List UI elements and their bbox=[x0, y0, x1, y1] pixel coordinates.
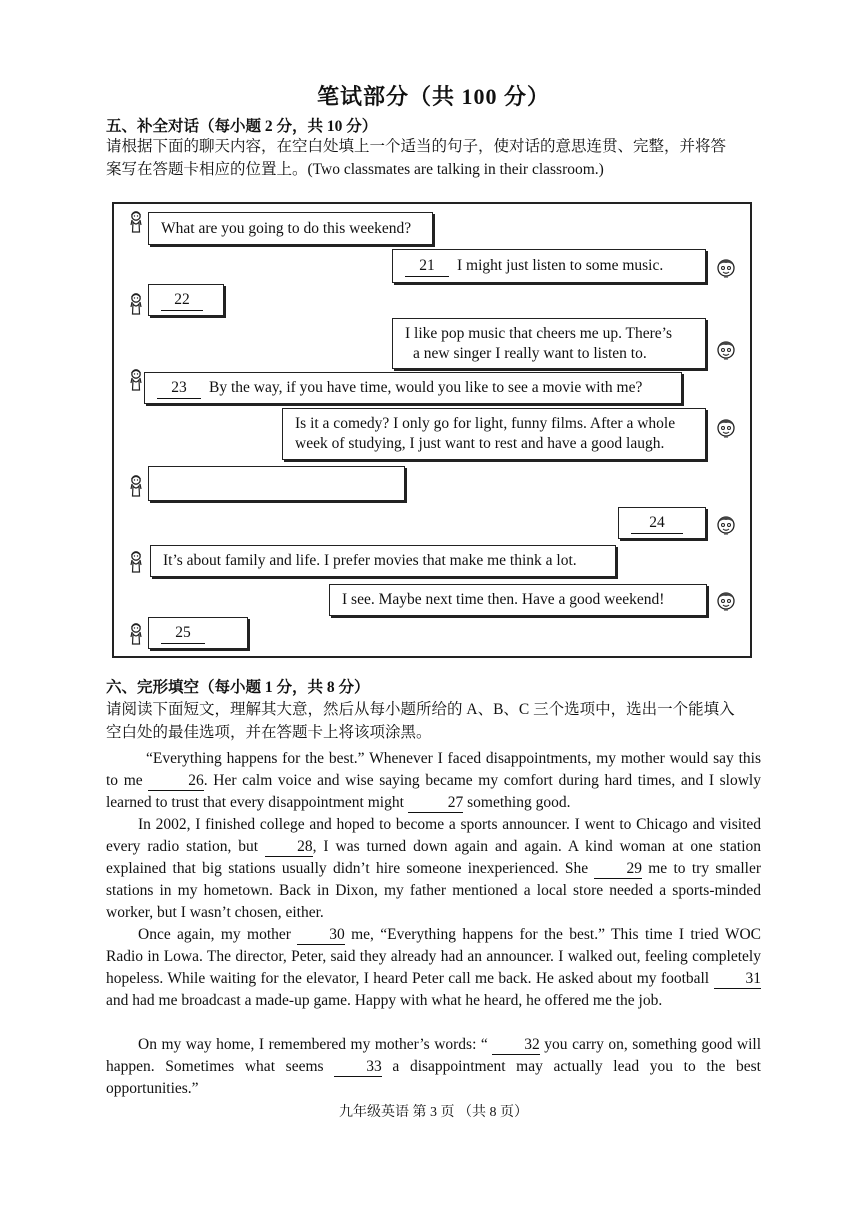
blank-27: 27 bbox=[408, 794, 464, 813]
boy-face-icon bbox=[716, 417, 736, 439]
section5-heading: 五、补全对话（每小题 2 分，共 10 分） bbox=[106, 118, 378, 135]
dialog-bubble-a5: It’s about family and life. I prefer movies that make me think a lot. bbox=[150, 545, 616, 577]
dialog-bubble-a2 bbox=[148, 284, 224, 316]
cloze-paragraph-2: In 2002, I finished college and hoped to become a sports announcer. I went to Chicago and visited every radio station, but 28, I was turned down again and again. A kind woman at one station explained that big stations usually didn’t hire someone inexperienced. She 29 me to try smaller stations in my hometown. Back in Dixon, my father mentioned a local store needed a sports-minded worker, but I wasn’t chosen, either. bbox=[106, 816, 762, 921]
dialog-bubble-b3: Is it a comedy? I only go for light, funny films. After a whole week of studying, I just want to rest and have a good laugh. bbox=[282, 408, 706, 460]
section5-instruction-1: 请根据下面的聊天内容，在空白处填上一个适当的句子，使对话的意思连贯、完整，并将答 bbox=[106, 138, 727, 155]
blank-31: 31 bbox=[714, 970, 762, 989]
girl-head-icon bbox=[128, 368, 144, 392]
blank-32: 32 bbox=[492, 1036, 540, 1055]
blank-28: 28 bbox=[265, 838, 313, 857]
dialog-bubble-b5: I see. Maybe next time then. Have a good weekend! bbox=[329, 584, 707, 616]
section6-heading: 六、完形填空（每小题 1 分，共 8 分） bbox=[106, 679, 370, 696]
cloze-paragraph-3: Once again, my mother 30 me, “Everything happens for the best.” This time I tried WOC Radio in Lowa. The director, Peter, said they already had an announcer. I walked out, feeling completely hopeless. While waiting for the elevator, I heard Peter call me back. He asked about my football 31 and had me broadcast a made-up game. Happy with what he heard, he offered me the job. bbox=[106, 926, 761, 1009]
section5-instruction-2: 案写在答题卡相应的位置上。(Two classmates are talking in their classroom.) bbox=[106, 161, 604, 178]
boy-face-icon bbox=[716, 514, 736, 536]
blank-22: 22 bbox=[161, 290, 203, 311]
blank-33: 33 bbox=[334, 1058, 382, 1077]
dialog-bubble-a4-empty bbox=[148, 466, 405, 501]
boy-face-icon bbox=[716, 257, 736, 279]
dialog-bubble-a1: What are you going to do this weekend? bbox=[148, 212, 433, 245]
dialog-bubble-b1: 21 I might just listen to some music. bbox=[392, 249, 706, 283]
girl-head-icon bbox=[128, 474, 144, 498]
section6-instruction-1: 请阅读下面短文，理解其大意，然后从每小题所给的 A、B、C 三个选项中，选出一个能填入 bbox=[106, 701, 735, 718]
girl-head-icon bbox=[128, 622, 144, 646]
girl-head-icon bbox=[128, 292, 144, 316]
page-title: 笔试部分（共 100 分） bbox=[316, 84, 550, 109]
dialog-bubble-a3: 23 By the way, if you have time, would you like to see a movie with me? bbox=[144, 372, 682, 404]
boy-face-icon bbox=[716, 339, 736, 361]
blank-30: 30 bbox=[297, 926, 345, 945]
blank-29: 29 bbox=[594, 860, 642, 879]
blank-21: 21 bbox=[405, 256, 449, 277]
cloze-paragraph-4: On my way home, I remembered my mother’s words: “ 32 you carry on, something good will happen. Sometimes what seems 33 a disappointment may actually lead you to the best opportunities.” bbox=[106, 1036, 762, 1097]
boy-face-icon bbox=[716, 590, 736, 612]
blank-26: 26 bbox=[148, 772, 204, 791]
blank-25: 25 bbox=[161, 623, 205, 644]
blank-23: 23 bbox=[157, 378, 201, 399]
blank-24: 24 bbox=[631, 513, 683, 534]
girl-head-icon bbox=[128, 210, 144, 234]
dialog-bubble-b4 bbox=[618, 507, 706, 539]
page-footer: 九年级英语 第 3 页 （共 8 页） bbox=[339, 1105, 528, 1120]
dialog-bubble-a6 bbox=[148, 617, 248, 649]
cloze-paragraph-1: “Everything happens for the best.” Whenever I faced disappointments, my mother would say this to me 26. Her calm voice and wise saying became my comfort during hard times, and I slowly learned to trust that every disappointment might 27 something good. bbox=[106, 750, 761, 811]
section6-instruction-2: 空白处的最佳选项，并在答题卡上将该项涂黑。 bbox=[106, 724, 432, 741]
dialog-bubble-b2: I like pop music that cheers me up. There’s a new singer I really want to listen to. bbox=[392, 318, 706, 369]
girl-head-icon bbox=[128, 550, 144, 574]
